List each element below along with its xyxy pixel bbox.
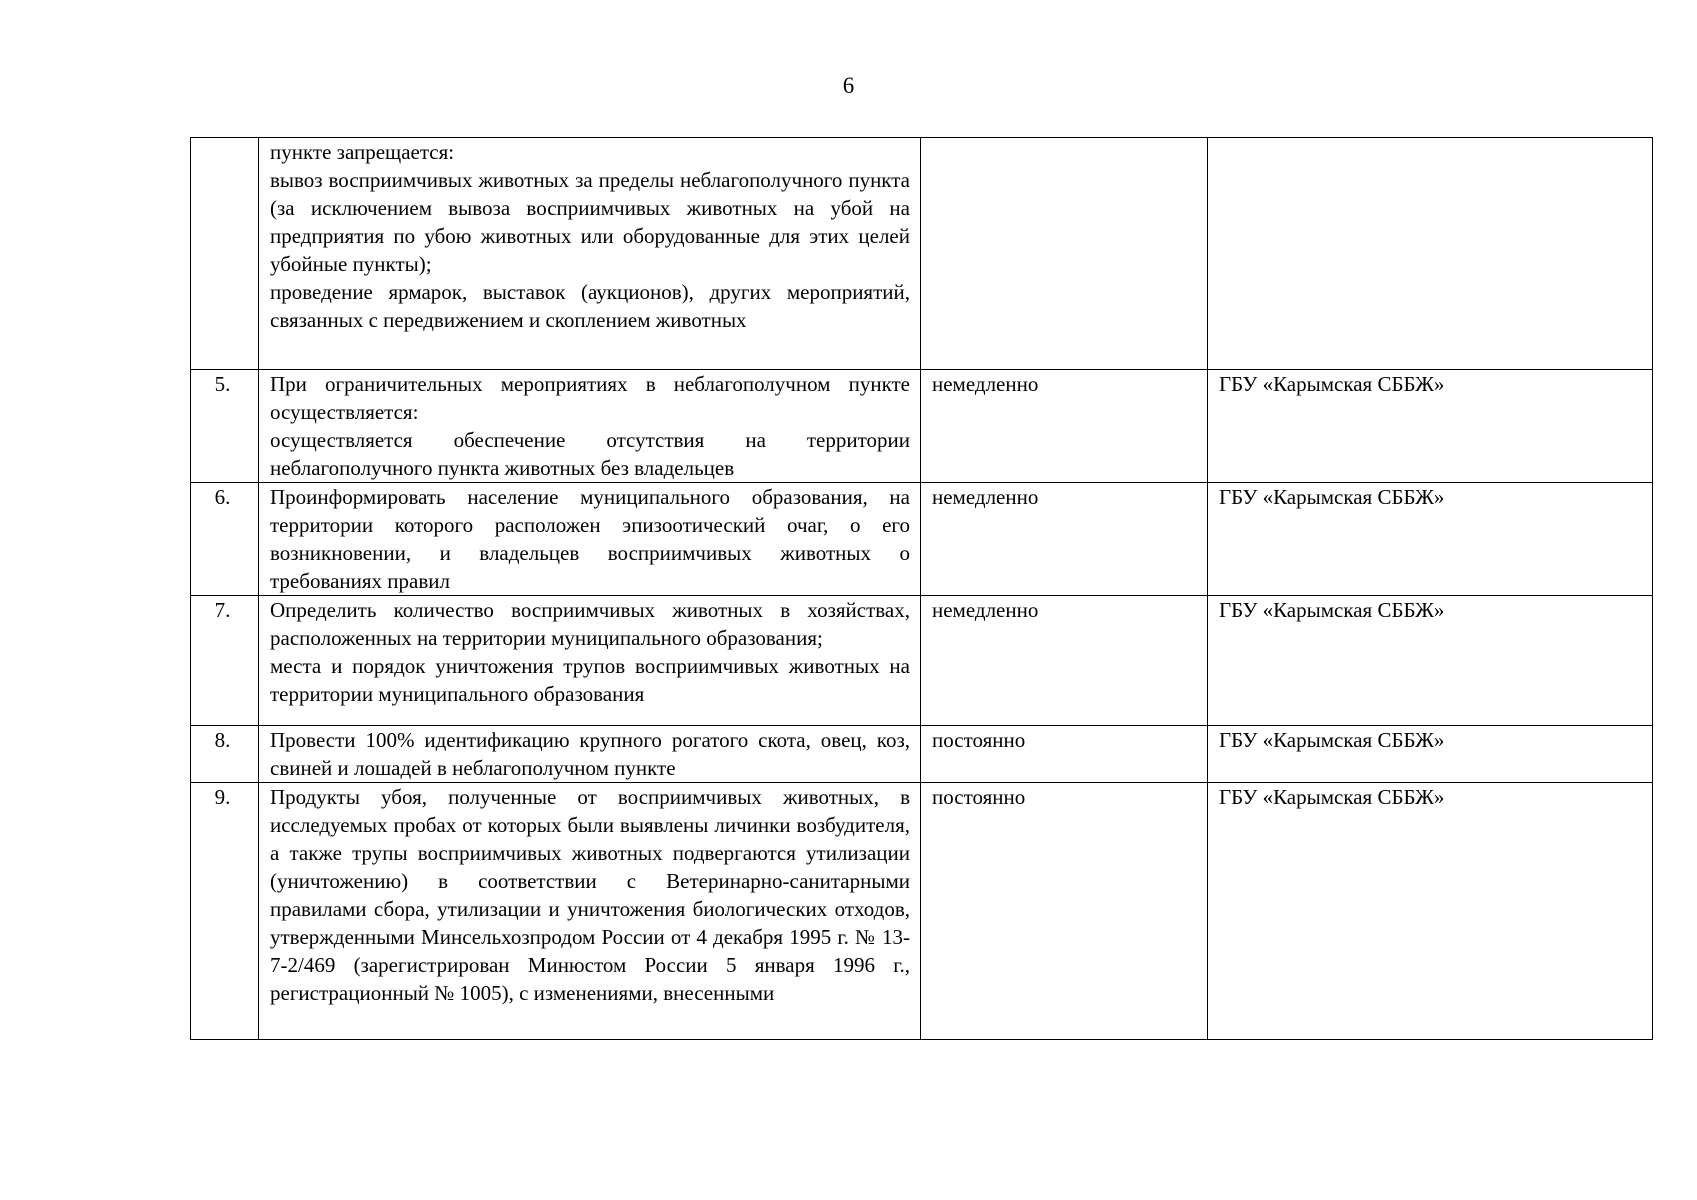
row-number: 5. <box>191 370 259 483</box>
measure-responsible: ГБУ «Карымская СББЖ» <box>1208 726 1653 783</box>
measure-term: постоянно <box>921 726 1208 783</box>
measure-paragraph: Продукты убоя, полученные от восприимчивых животных, в исследуемых пробах от которых были выявлены личинки возбудителя, а также трупы восприимчивых животных подвергаются утилизации (уничтожению) в соответствии с Ветеринарно-санитарными правилами сбора, утилизации и уничтожения биологических отходов, утвержденными Минсельхозпродом России от 4 декабря 1995 г. № 13-7-2/469 (зарегистрирован Минюстом России 5 января 1996 г., регистрационный № 1005), с изменениями, внесенными <box>270 785 910 1005</box>
measure-paragraph: Проинформировать население муниципального образования, на территории которого расположен эпизоотический очаг, о его возникновении, и владельцев восприимчивых животных о требованиях правил <box>270 485 910 593</box>
measures-table <box>190 137 1653 1040</box>
measures-table-body <box>191 138 1653 1040</box>
measure-text <box>259 370 921 483</box>
table-row <box>191 783 1653 1040</box>
measure-term: немедленно <box>921 596 1208 726</box>
table-row <box>191 726 1653 783</box>
row-number: 8. <box>191 726 259 783</box>
measure-text <box>259 138 921 370</box>
table-row <box>191 596 1653 726</box>
measure-responsible: ГБУ «Карымская СББЖ» <box>1208 483 1653 596</box>
table-row <box>191 138 1653 370</box>
measure-responsible: ГБУ «Карымская СББЖ» <box>1208 370 1653 483</box>
measure-paragraph: осуществляется обеспечение отсутствия на территории неблагополучного пункта животных без владельцев <box>270 428 910 480</box>
row-number: 9. <box>191 783 259 1040</box>
measure-paragraph: пункте запрещается: <box>270 140 455 164</box>
measure-paragraph: Определить количество восприимчивых животных в хозяйствах, расположенных на территории муниципального образования; <box>270 598 910 650</box>
page-number: 6 <box>842 73 855 98</box>
measure-text <box>259 596 921 726</box>
measure-text <box>259 483 921 596</box>
measure-paragraph: вывоз восприимчивых животных за пределы неблагополучного пункта (за исключением вывоза восприимчивых животных на убой на предприятия по убою животных или оборудованные для этих целей убойные пункты); <box>270 168 910 276</box>
table-row <box>191 483 1653 596</box>
row-number: 7. <box>191 596 259 726</box>
measure-term: немедленно <box>921 483 1208 596</box>
measure-term: немедленно <box>921 370 1208 483</box>
table-row <box>191 370 1653 483</box>
measure-paragraph: При ограничительных мероприятиях в неблагополучном пункте осуществляется: <box>270 372 910 424</box>
row-number: 6. <box>191 483 259 596</box>
measure-term <box>921 138 1208 370</box>
measure-paragraph: места и порядок уничтожения трупов восприимчивых животных на территории муниципального образования <box>270 654 910 706</box>
measure-text <box>259 726 921 783</box>
measure-paragraph: проведение ярмарок, выставок (аукционов), других мероприятий, связанных с передвижением и скоплением животных <box>270 280 910 332</box>
measure-responsible <box>1208 138 1653 370</box>
measure-responsible: ГБУ «Карымская СББЖ» <box>1208 783 1653 1040</box>
row-number <box>191 138 259 370</box>
measure-term: постоянно <box>921 783 1208 1040</box>
measure-paragraph: Провести 100% идентификацию крупного рогатого скота, овец, коз, свиней и лошадей в неблагополучном пункте <box>270 728 910 780</box>
measure-text <box>259 783 921 1040</box>
measure-responsible: ГБУ «Карымская СББЖ» <box>1208 596 1653 726</box>
